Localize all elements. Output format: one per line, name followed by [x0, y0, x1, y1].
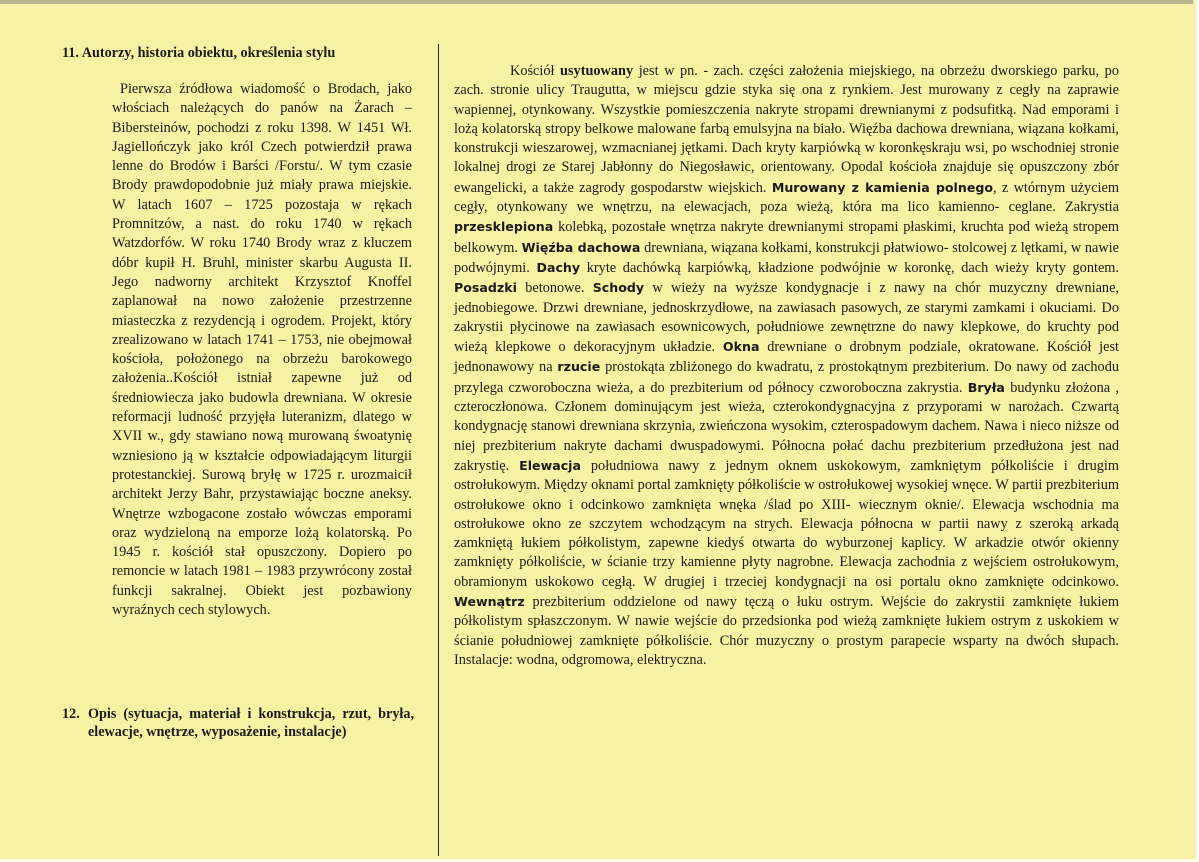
term-dachy: Dachy [536, 259, 581, 275]
term-okna: Okna [722, 339, 760, 355]
text-run: betonowe. [516, 280, 593, 297]
term-murowany: Murowany z kamienia polnego [771, 179, 994, 195]
scan-edge-right [1193, 0, 1199, 862]
text-run: prostokąta zbliżonego do kwadratu, z prostokątnym prezbiterium. Do nawy od zachodu przylega czworoboczna wieża, a do prezbiterium od północy czworoboczna zakrystia. [454, 359, 1119, 396]
term-elewacja: Elewacja [519, 457, 581, 473]
text-run: południowa nawy z jednym oknem uskokowym, zamkniętym półkoliście i drugim ostrołukowym. Między oknami portal zamknięty półkoliście w ostrołukowej wysokiej wnęce. W partii prezbiterium ostrołukowe okno i odcinkowo zamknięta wnęka /ślad po XIII- wiecznym oknie/. Elewacja wschodnia ma ostrołukowe okno ze szczytem wchodzącym na strych. Elewacja północna w partii nawy z szeroką arkadą zamkniętą łukiem półkolistym, zapewne kiedyś otwarta do wyburzonej kaplicy. W arkadzie otwór okienny zamknięty półkoliście, w ścianie trzy kamienne płyty nagrobne. Elewacja zachodnia z wejściem ostrołukowym, obramionym uskokowo cegłą. W drugiej i trzeciej kondygnacji na osi portalu okno zamknięte odcinkowo. [454, 457, 1119, 590]
text-run: kolebką, pozostałe wnętrza nakryte drewnianymi stropami płaskimi, kruchta pod wieżą stropem belkowym. [454, 219, 1119, 256]
term-schody: Schody [592, 280, 645, 296]
section-12-number: 12. [62, 706, 80, 722]
text-run: kryte dachówką karpiówką, kładzione podwójnie w koronkę, dach wieży kryty gontem. [580, 259, 1119, 276]
text-run: Kościół [510, 63, 561, 79]
text-run: , z wtórnym użyciem cegły, otynkowany we wnętrzu, na elewacjach, poza wieżą, która ma lico kamienno- ceglane. Zakrystia [454, 179, 1119, 216]
text-run: w wieży na wyższe kondygnacje i z nawy na chór muzyczny drewniane, jednobiegowe. Drzwi drewniane, jednoskrzydłowe, na zawiasach pasowych, ze starymi zamkami i okuciami. Do zakrystii płycinowe na zawiasach esownicowych, południowe zewnętrzne do nawy klepkowe, do kruchty pod wieżą klepkowe o dekoracyjnym układzie. [454, 280, 1119, 356]
text-run: jest w pn. - zach. części założenia miejskiego, na obrzeżu dworskiego parku, po zach. stronie ulicy Traugutta, w miejscu gdzie styka się ona z rynkiem. Jest murowany z cegły na zaprawie wapiennej, otynkowany. Wszystkie pomieszczenia nakryte stropami drewnianymi z podsufitką. Nad emporami i lożą kolatorską stropy belkowe malowane farbą emulsyjna na biało. Więźba dachowa drewniana, wiązana kołkami, konstrukcji wieszarowej, wzmacnianej jętkami. Dach kryty karpiówką w koronkęskraju wsi, po wschodniej stronie lokalnej drogi ze Starej Jabłonny do Niegosławic, orientowany. Opodal kościoła znajduje się opuszczony zbór ewangelicki, a także zagrody gospodarstw wiejskich. [454, 63, 1119, 196]
history-text: Pierwsza źródłowa wiadomość o Brodach, jako włościach należących do panów na Żarach – Bibersteinów, pochodzi z roku 1398. W 1451 Wł. Jagiellończyk jako król Czech potwierdził prawa lenne do Brodów i Barści /Forstu/. W tym czasie Brody prawdopodobnie już miały prawa miejskie. W latach 1607 – 1725 pozostaja w rękach Promnitzów, a nast. do roku 1740 w rękach Watzdorfów. W roku 1740 Brody wraz z kluczem dóbr kupił H. Bruhl, minister skarbu Augusta II. Jego nadworny architekt Krzysztof Knoffel zaplanował na nowo założenie przestrzenne miasteczka z rezydencją i ogrodem. Projekt, który zrealizowano w latach 1741 – 1753, nie obejmował kościoła, położonego na obrzeżu barokowego założenia..Kościół istniał zapewne już od średniowiecza jako budowla drewniana. W okresie reformacji ludność przyjęła luteranizm, dlatego w XVII w., gdy stawiano nową murowaną śwoatynię wzniesiono ją w kształcie odpowiadającym liturgii protestanckiej. Surową bryłę w 1725 r. urozmaicił architekt Jerzy Bahr, przystawiając boczne aneksy. Wnętrze wzbogacone zostało wówczas emporami oraz wydzieloną na emporze lożą kolatorską. Po 1945 r. kościół stał opuszczony. Dopiero po remoncie w latach 1981 – 1983 przywrócony został funkcji sakralnej. Obiekt jest pozbawiony wyraźnych cech stylowych. [112, 81, 412, 619]
term-usytuowany: usytuowany [560, 63, 634, 79]
section-12-heading [62, 705, 414, 741]
column-divider [438, 44, 439, 856]
text-run: drewniane o drobnym podziale, okratowane. Kościół jest jednonawowy na [454, 339, 1119, 376]
description-text [454, 62, 1119, 670]
scan-edge-top [0, 0, 1199, 4]
term-przesklepiona: przesklepiona [454, 219, 554, 235]
term-posadzki: Posadzki [454, 280, 517, 296]
section-11-heading: 11. Autorzy, historia obiektu, określenia stylu [62, 45, 336, 61]
term-bryla: Bryła [967, 379, 1005, 395]
section-12-title: Opis (sytuacja, materiał i konstrukcja, rzut, bryła, elewacje, wnętrze, wyposażenie, instalacje) [88, 706, 414, 740]
text-run: drewniana, wiązana kołkami, konstrukcji płatwiowo- stolcowej z lętkami, w nawie podwójnymi. [454, 239, 1119, 276]
text-run: prezbiterium oddzielone od nawy tęczą o łuku ostrym. Wejście do zakrystii zamknięte łukiem półkolistym spłaszczonym. W nawie wejście do przedsionka pod wieżą zamknięte łukiem ostrym z uskokiem w ścianie południowej zamknięte półkoliście. Chór muzyczny o prostym parapecie wsparty na dwóch słupach. Instalacje: wodna, odgromowa, elektryczna. [454, 594, 1119, 668]
text-run: budynku złożona , czteroczłonowa. Członem dominującym jest wieża, czterokondygnacyjna z przyporami w narożach. Czwartą kondygnację stanowi drewniana skrzynia, zwieńczona wysokim, czterospadowym dachem. Nawa i nieco niższe od niej prezbiterium nakryte dachami dwuspadowymi. Północna połać dachu prezbiterium przedłużona jest nad zakrystię. [454, 379, 1119, 474]
term-wiezba-dachowa: Więźba dachowa [521, 239, 641, 255]
term-wewnatrz: Wewnątrz [454, 594, 525, 610]
term-rzucie: rzucie [557, 359, 601, 375]
